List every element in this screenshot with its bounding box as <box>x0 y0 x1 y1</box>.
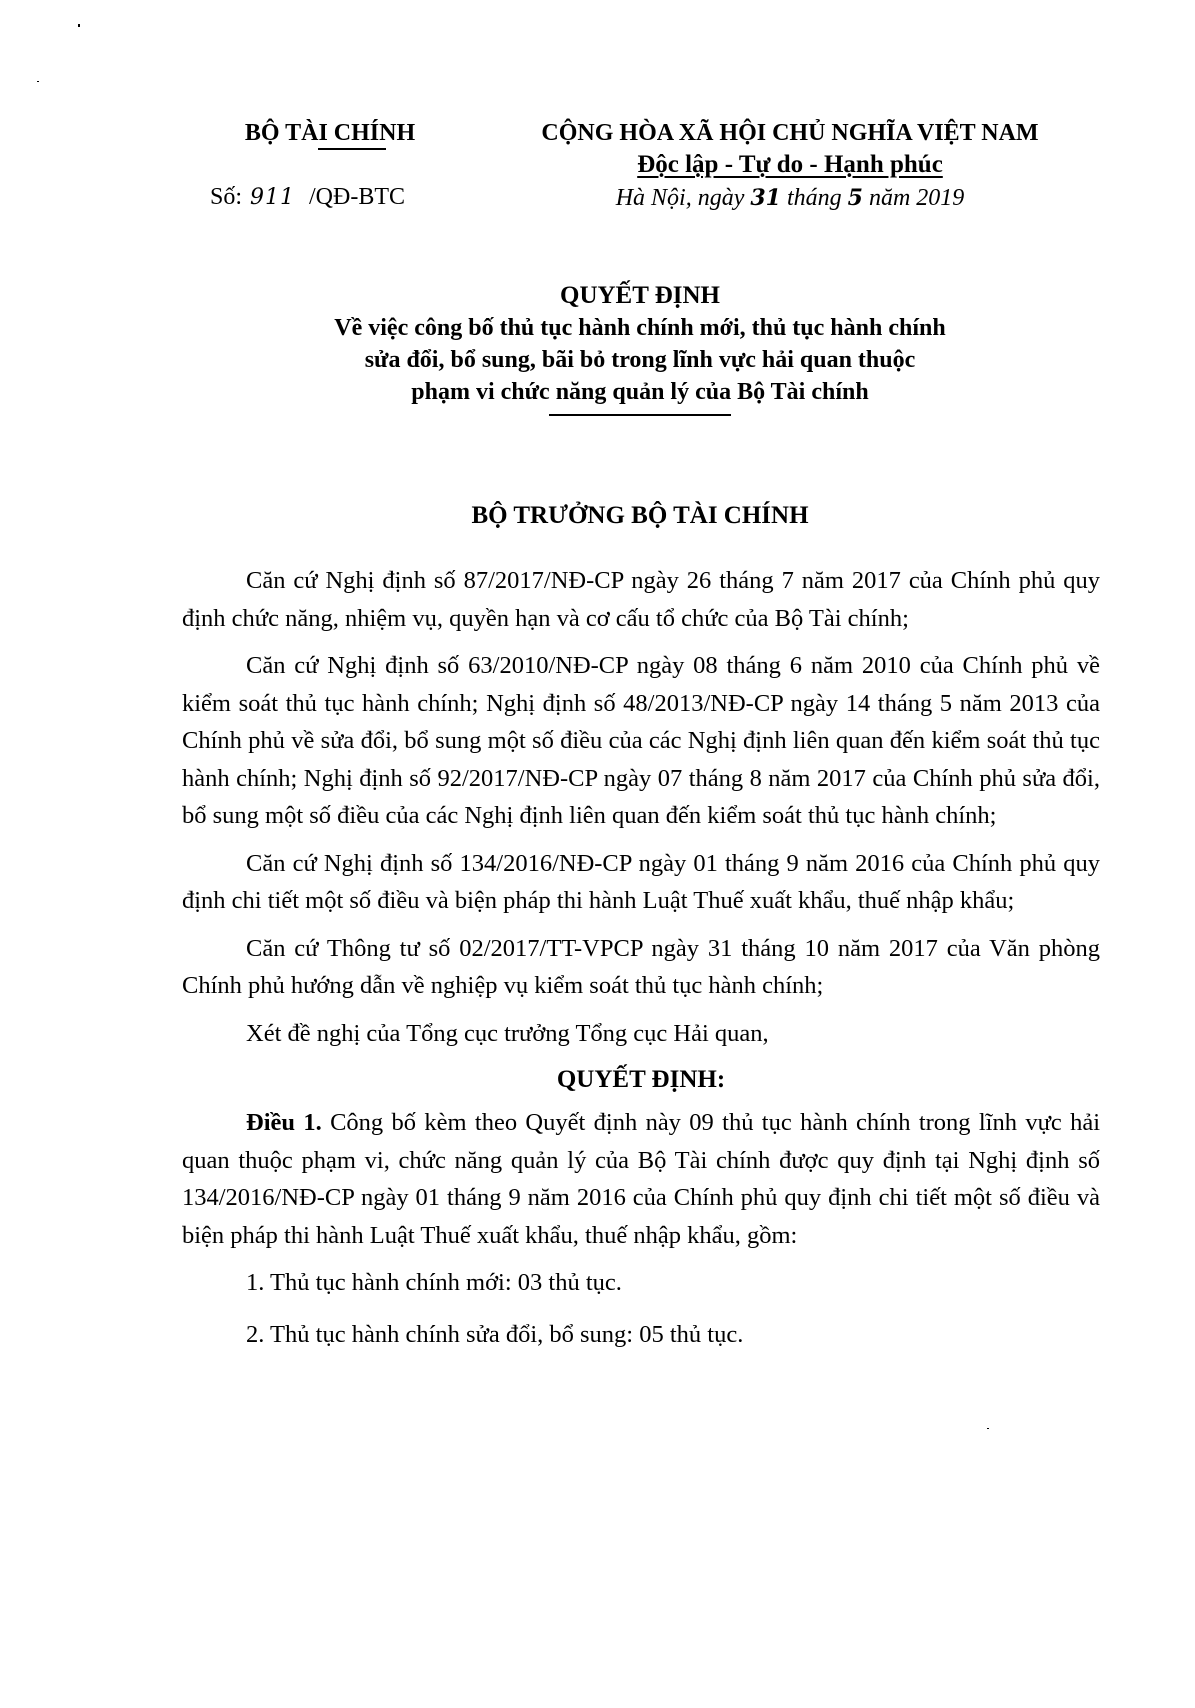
issuing-authority-heading: BỘ TRƯỞNG BỘ TÀI CHÍNH <box>471 502 809 529</box>
date-place: Hà Nội, ngày <box>615 185 745 211</box>
national-header-block <box>500 118 1080 214</box>
issue-date <box>500 182 1080 214</box>
document-body <box>182 562 1100 1367</box>
issuing-body-name: BỘ TÀI CHÍNH <box>244 120 416 146</box>
preamble-paragraph: Căn cứ Nghị định số 134/2016/NĐ-CP ngày 01 tháng 9 năm 2016 của Chính phủ quy định chi tiết một số điều và biện pháp thi hành Luật Thuế xuất khẩu, thuế nhập khẩu; <box>182 849 1100 914</box>
decision-subject-line: phạm vi chức năng quản lý của Bộ Tài chính <box>411 379 869 405</box>
handwritten-month: 5 <box>847 185 863 211</box>
decision-title: QUYẾT ĐỊNH <box>560 282 720 309</box>
issuing-body-underline <box>318 148 386 150</box>
scan-speck <box>37 81 39 82</box>
scan-speck <box>78 24 80 27</box>
issuing-body <box>245 118 415 148</box>
decision-heading: QUYẾT ĐỊNH: <box>556 1066 726 1093</box>
title-separator-rule <box>549 414 731 416</box>
preamble-paragraph: Căn cứ Nghị định số 87/2017/NĐ-CP ngày 26 tháng 7 năm 2017 của Chính phủ quy định chức năng, nhiệm vụ, quyền hạn và cơ cấu tổ chức của Bộ Tài chính; <box>182 567 1100 632</box>
article-1-paragraph <box>182 1104 1100 1254</box>
article-1-list-item: 1. Thủ tục hành chính mới: 03 thủ tục. <box>246 1269 622 1296</box>
date-month-label: tháng <box>786 185 842 211</box>
handwritten-day: 31 <box>750 185 781 211</box>
national-motto: Độc lập - Tự do - Hạnh phúc <box>637 151 943 178</box>
date-year: năm 2019 <box>868 185 965 211</box>
nation-name: CỘNG HÒA XÃ HỘI CHỦ NGHĨA VIỆT NAM <box>541 120 1039 146</box>
number-suffix: /QĐ-BTC <box>309 184 406 210</box>
article-1-list-item: 2. Thủ tục hành chính sửa đổi, bổ sung: 05 thủ tục. <box>246 1320 744 1348</box>
document-number <box>200 182 460 213</box>
article-1-label: Điều 1. <box>246 1109 322 1136</box>
article-1-text: Công bố kèm theo Quyết định này 09 thủ tục hành chính trong lĩnh vực hải quan thuộc phạm vi, chức năng quản lý của Bộ Tài chính được quy định tại Nghị định số 134/2016/NĐ-CP ngày 01 tháng 9 năm 2016 của Chính phủ quy định chi tiết một số điều và biện pháp thi hành Luật Thuế xuất khẩu, thuế nhập khẩu, gồm: <box>182 1109 1101 1249</box>
preamble-paragraph: Xét đề nghị của Tổng cục trưởng Tổng cục Hải quan, <box>246 1019 769 1047</box>
preamble-paragraph: Căn cứ Nghị định số 63/2010/NĐ-CP ngày 08 tháng 6 năm 2010 của Chính phủ về kiểm soát thủ tục hành chính; Nghị định số 48/2013/NĐ-CP ngày 14 tháng 5 năm 2013 của Chính phủ về sửa đổi, bổ sung một số điều của các Nghị định liên quan đến kiểm soát thủ tục hành chính; Nghị định số 92/2017/NĐ-CP ngày 07 tháng 8 năm 2017 của Chính phủ sửa đổi, bổ sung một số điều của các Nghị định liên quan đến kiểm soát thủ tục hành chính; <box>182 652 1100 829</box>
scan-speck <box>987 1428 989 1429</box>
decision-subject-line: Về việc công bố thủ tục hành chính mới, thủ tục hành chính <box>334 315 946 341</box>
decision-subject-line: sửa đổi, bổ sung, bãi bỏ trong lĩnh vực hải quan thuộc <box>364 347 916 373</box>
decision-title-block <box>180 280 1100 416</box>
number-prefix: Số: <box>210 184 243 210</box>
preamble-paragraph: Căn cứ Thông tư số 02/2017/TT-VPCP ngày 31 tháng 10 năm 2017 của Văn phòng Chính phủ hướng dẫn về nghiệp vụ kiểm soát thủ tục hành chính; <box>182 934 1100 999</box>
issuing-body-block <box>200 118 460 213</box>
handwritten-number: 911 <box>250 185 296 210</box>
